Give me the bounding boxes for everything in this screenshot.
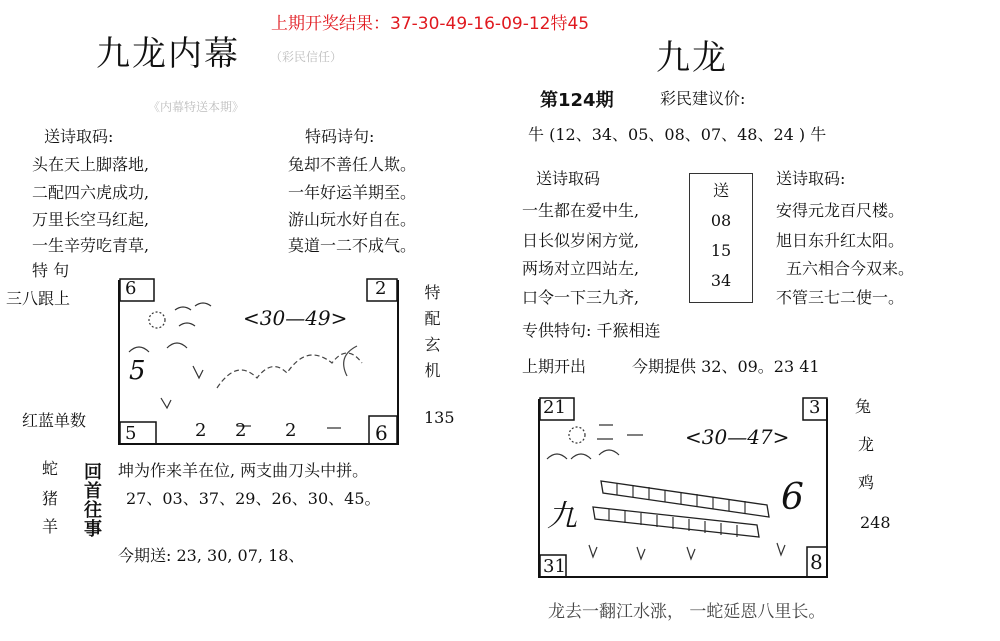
right-corner-tr: 3 <box>809 397 821 418</box>
left-bottom-digit: 2 <box>285 420 297 441</box>
poem2-line: 游山玩水好自在。 <box>288 210 417 229</box>
advice-label: 彩民建议价: <box>660 89 746 108</box>
today-send: 今期送: 23, 30, 07, 18、 <box>118 546 305 565</box>
poem-left-heading: 送诗取码 <box>536 169 601 188</box>
right-side-number: 248 <box>860 513 891 532</box>
poem1-line: 万里长空马红起, <box>32 210 150 229</box>
animal-rooster: 鸡 <box>858 473 875 492</box>
poem1-line: 二配四六虎成功, <box>32 183 150 202</box>
left-corner-br: 6 <box>375 421 388 445</box>
left-picture-frame <box>117 276 400 445</box>
animal-rabbit: 兔 <box>855 397 872 416</box>
right-picture-digit: 6 <box>781 477 804 518</box>
left-corner-tl: 6 <box>125 278 137 299</box>
poem-left-line: 两场对立四站左, <box>522 259 640 278</box>
left-mid-digit: 5 <box>129 356 146 386</box>
right-picture-char: 九 <box>547 499 577 534</box>
side-right-number: 135 <box>424 408 455 427</box>
poem-left-line: 口令一下三九齐, <box>522 288 640 307</box>
right-corner-br: 8 <box>810 550 823 574</box>
last-draw-banner: 上期开奖结果：37-30-49-16-09-12特45 <box>271 14 590 34</box>
right-range-text: <30—47> <box>685 425 790 449</box>
side-left-bottom: 红蓝单数 <box>22 411 87 430</box>
review-label: 回首往事 <box>81 462 102 538</box>
poem-right-line: 安得元龙百尺楼。 <box>776 201 905 220</box>
right-footer: 龙去一翻江水涨， 一蛇延恩八里长。 <box>548 602 826 622</box>
side-right-vertical: 特配玄机 <box>422 284 441 388</box>
right-picture-frame <box>537 395 829 578</box>
poem-right-line: 不管三七二使一。 <box>776 288 905 307</box>
poem2-line: 莫道一二不成气。 <box>288 236 417 255</box>
send-box-number: 08 <box>710 211 732 230</box>
left-corner-tr: 2 <box>375 278 387 299</box>
poem1-line: 一生辛劳吃青草, <box>32 236 150 255</box>
left-range-text: <30—49> <box>243 306 348 330</box>
left-title-note: （彩民信任） <box>270 50 343 64</box>
issue-number: 第124期 <box>540 90 614 111</box>
left-sub-note: 《内幕特送本期》 <box>148 100 245 114</box>
poem-right-heading: 送诗取码: <box>776 169 846 188</box>
special-label: 特 句 <box>32 261 70 280</box>
animal-snake: 蛇 <box>42 459 59 478</box>
last-issue-label: 上期开出 <box>522 357 587 376</box>
animal-dragon: 龙 <box>858 435 875 454</box>
poem2-line: 兔却不善任人欺。 <box>288 155 417 174</box>
send-box-label: 送 <box>712 181 729 200</box>
poem1-line: 头在天上脚落地, <box>32 155 150 174</box>
poem-left-line: 日长似岁闲方觉, <box>522 231 640 250</box>
animal-pig: 猪 <box>42 489 59 508</box>
right-corner-tl: 21 <box>543 397 566 418</box>
right-corner-bl: 31 <box>543 556 566 577</box>
send-box-number: 15 <box>710 241 732 260</box>
left-picture-sketch <box>117 276 400 445</box>
send-box-number: 34 <box>710 271 732 290</box>
poem2-line: 一年好运羊期至。 <box>288 183 417 202</box>
today-provide: 今期提供 32、09。23 41 <box>632 357 820 376</box>
right-title: 九龙 <box>656 38 728 78</box>
poem-right-line: 旭日东升红太阳。 <box>776 231 905 250</box>
send-number-box <box>689 173 753 303</box>
side-left-top: 三八跟上 <box>6 289 71 308</box>
poem2-heading: 特码诗句: <box>305 127 375 146</box>
advice-numbers: 牛 (12、34、05、08、07、48、24 ) 牛 <box>528 125 827 144</box>
left-corner-bl: 5 <box>125 423 137 444</box>
left-bottom-digit: 2 <box>235 420 247 441</box>
left-title: 九龙内幕 <box>96 34 240 74</box>
poem1-heading: 送诗取码: <box>44 127 114 146</box>
special-line: 专供特句: 千猴相连 <box>522 321 661 340</box>
left-bottom-digit: 2 <box>195 420 207 441</box>
review-numbers: 27、03、37、29、26、30、45。 <box>126 489 381 508</box>
animal-goat: 羊 <box>42 517 59 536</box>
poem-left-line: 一生都在爱中生, <box>522 201 640 220</box>
review-poem: 坤为作来羊在位, 两支曲刀头中拼。 <box>118 461 369 480</box>
poem-right-line: 五六相合今双来。 <box>786 259 915 278</box>
